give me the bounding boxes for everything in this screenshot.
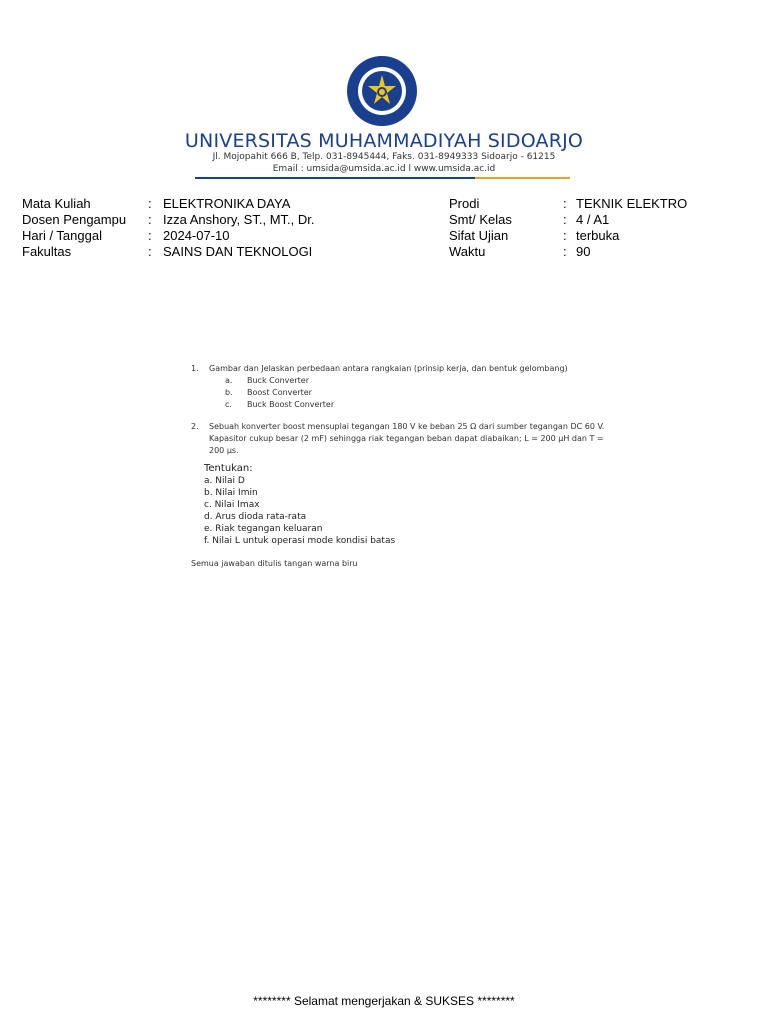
tasks-heading: Tentukan: bbox=[204, 463, 253, 474]
item-text: Boost Converter bbox=[247, 388, 312, 397]
tasks-list bbox=[191, 463, 611, 547]
info-label: Waktu bbox=[449, 244, 486, 259]
info-row-duration bbox=[449, 244, 687, 260]
footer-message: ******** Selamat mengerjakan & SUKSES ******** bbox=[253, 994, 515, 1008]
info-value: 90 bbox=[576, 244, 591, 259]
question-item bbox=[209, 387, 611, 399]
question-item bbox=[209, 399, 611, 411]
item-letter: a. bbox=[225, 376, 233, 385]
info-value: ELEKTRONIKA DAYA bbox=[163, 196, 291, 211]
info-colon: : bbox=[563, 212, 567, 227]
exam-info-left bbox=[22, 196, 314, 260]
task-item: f. Nilai L untuk operasi mode kondisi batas bbox=[204, 536, 396, 546]
question-number: 2. bbox=[191, 422, 199, 431]
question-text: Gambar dan Jelaskan perbedaan antara rangkaian (prinsip kerja, dan bentuk gelombang) bbox=[209, 364, 568, 373]
info-colon: : bbox=[148, 228, 152, 243]
question-number: 1. bbox=[191, 364, 199, 373]
university-address: Jl. Mojopahit 666 B, Telp. 031-8945444, Faks. 031-8949333 Sidoarjo - 61215 bbox=[212, 152, 556, 162]
info-colon: : bbox=[563, 228, 567, 243]
question-text: Sebuah konverter boost mensuplai tegangan 180 V ke beban 25 Ω dari sumber tegangan DC 60 V. Kapasitor cukup besar (2 mF) sehingga riak tegangan beban dapat diabaikan; L = 200 µH dan T = 200 µs. bbox=[209, 422, 605, 455]
info-row-faculty bbox=[22, 244, 314, 260]
info-row-lecturer bbox=[22, 212, 314, 228]
info-row-course bbox=[22, 196, 314, 212]
info-colon: : bbox=[563, 196, 567, 211]
answer-instruction: Semua jawaban ditulis tangan warna biru bbox=[191, 559, 358, 568]
info-value: 4 / A1 bbox=[576, 212, 610, 227]
exam-questions bbox=[191, 363, 611, 570]
info-value: 2024-07-10 bbox=[163, 228, 230, 243]
header-divider-blue bbox=[195, 177, 475, 179]
university-email: Email : umsida@umsida.ac.id l www.umsida.ac.id bbox=[272, 164, 496, 174]
info-label: Fakultas bbox=[22, 244, 72, 259]
info-value: TEKNIK ELEKTRO bbox=[576, 196, 688, 211]
info-label: Smt/ Kelas bbox=[449, 212, 512, 227]
task-item: d. Arus dioda rata-rata bbox=[204, 512, 307, 522]
info-value: SAINS DAN TEKNOLOGI bbox=[163, 244, 313, 259]
info-label: Sifat Ujian bbox=[449, 228, 509, 243]
info-row-program bbox=[449, 196, 687, 212]
info-label: Mata Kuliah bbox=[22, 196, 91, 211]
info-label: Dosen Pengampu bbox=[22, 212, 127, 227]
item-text: Buck Boost Converter bbox=[247, 400, 335, 409]
question-item bbox=[209, 375, 611, 387]
info-colon: : bbox=[148, 244, 152, 259]
info-colon: : bbox=[148, 212, 152, 227]
info-colon: : bbox=[563, 244, 567, 259]
item-text: Buck Converter bbox=[247, 376, 309, 385]
exam-info-right bbox=[449, 196, 687, 260]
info-label: Hari / Tanggal bbox=[22, 228, 102, 243]
item-letter: b. bbox=[225, 388, 233, 397]
task-item: e. Riak tegangan keluaran bbox=[204, 524, 323, 534]
question-1 bbox=[191, 363, 611, 411]
info-row-semester-class bbox=[449, 212, 687, 228]
university-seal-icon bbox=[346, 55, 418, 127]
item-letter: c. bbox=[225, 400, 232, 409]
info-row-exam-type bbox=[449, 228, 687, 244]
info-row-date bbox=[22, 228, 314, 244]
task-item: c. Nilai Imax bbox=[204, 500, 260, 510]
university-name: UNIVERSITAS MUHAMMADIYAH SIDOARJO bbox=[184, 130, 584, 152]
task-item: b. Nilai Imin bbox=[204, 488, 258, 498]
header-divider-orange bbox=[475, 177, 570, 179]
question-2 bbox=[191, 421, 611, 457]
task-item: a. Nilai D bbox=[204, 476, 245, 486]
info-colon: : bbox=[148, 196, 152, 211]
info-label: Prodi bbox=[449, 196, 480, 211]
info-value: terbuka bbox=[576, 228, 620, 243]
info-value: Izza Anshory, ST., MT., Dr. bbox=[163, 212, 315, 227]
